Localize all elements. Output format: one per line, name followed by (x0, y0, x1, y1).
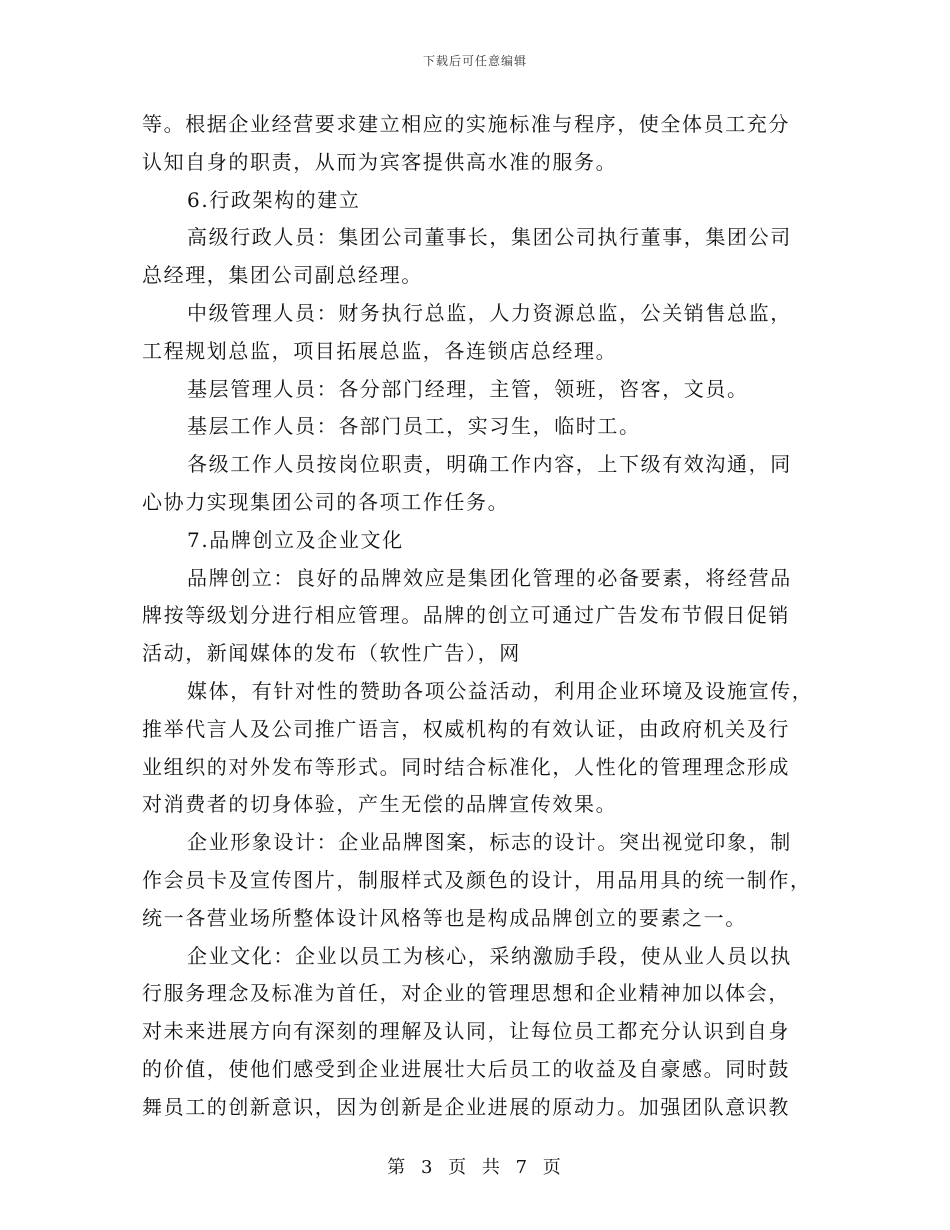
text-line: 高级行政人员：集团公司董事长，集团公司执行董事，集团公司 (187, 225, 792, 250)
text-line: 舞员工的创新意识，因为创新是企业进展的原动力。加强团队意识教 (142, 1094, 790, 1119)
text-line: 各级工作人员按岗位职责，明确工作内容，上下级有效沟通，同 (187, 452, 792, 477)
text-line: 6.行政架构的建立 (187, 187, 361, 212)
text-line: 对未来进展方向有深刻的理解及认同，让每位员工都充分认识到自身 (142, 1019, 790, 1044)
text-line: 企业形象设计：企业品牌图案，标志的设计。突出视觉印象，制 (187, 830, 792, 855)
text-line: 总经理，集团公司副总经理。 (142, 263, 423, 288)
text-line: 基层工作人员：各部门员工，实习生，临时工。 (187, 414, 641, 439)
text-line: 等。根据企业经营要求建立相应的实施标准与程序，使全体员工充分 (142, 112, 790, 136)
page-header-note: 下载后可任意编辑 (422, 54, 527, 68)
text-line: 心协力实现集团公司的各项工作任务。 (142, 489, 510, 514)
text-line: 基层管理人员：各分部门经理，主管，领班，咨客，文员。 (187, 376, 749, 401)
text-line: 媒体，有针对性的赞助各项公益活动，利用企业环境及设施宣传， (187, 678, 814, 703)
page-number: 第 3 页 共 7 页 (387, 1157, 563, 1178)
document-body (142, 106, 814, 1127)
text-line: 对消费者的切身体验，产生无偿的品牌宣传效果。 (142, 792, 618, 817)
text-line: 业组织的对外发布等形式。同时结合标准化，人性化的管理理念形成 (142, 754, 790, 779)
text-line: 行服务理念及标准为首任，对企业的管理思想和企业精神加以体会， (142, 981, 790, 1006)
text-line: 推举代言人及公司推广语言，权威机构的有效认证，由政府机关及行 (142, 716, 790, 741)
text-line: 的价值，使他们感受到企业进展壮大后员工的收益及自豪感。同时鼓 (142, 1056, 790, 1081)
text-line: 活动，新闻媒体的发布（软性广告），网 (142, 641, 521, 666)
text-line: 统一各营业场所整体设计风格等也是构成品牌创立的要素之一。 (142, 905, 747, 930)
text-line: 7.品牌创立及企业文化 (187, 527, 404, 552)
text-line: 品牌创立：良好的品牌效应是集团化管理的必备要素，将经营品 (187, 565, 792, 590)
text-line: 认知自身的职责，从而为宾客提供高水准的服务。 (142, 149, 618, 174)
text-line: 作会员卡及宣传图片，制服样式及颜色的设计，用品用具的统一制作， (142, 867, 812, 892)
text-line: 中级管理人员：财务执行总监，人力资源总监，公关销售总监， (187, 300, 792, 325)
text-line: 企业文化：企业以员工为核心，采纳激励手段，使从业人员以执 (187, 943, 792, 968)
text-line: 工程规划总监，项目拓展总监，各连锁店总经理。 (142, 338, 618, 363)
text-line: 牌按等级划分进行相应管理。品牌的创立可通过广告发布节假日促销 (142, 603, 790, 628)
